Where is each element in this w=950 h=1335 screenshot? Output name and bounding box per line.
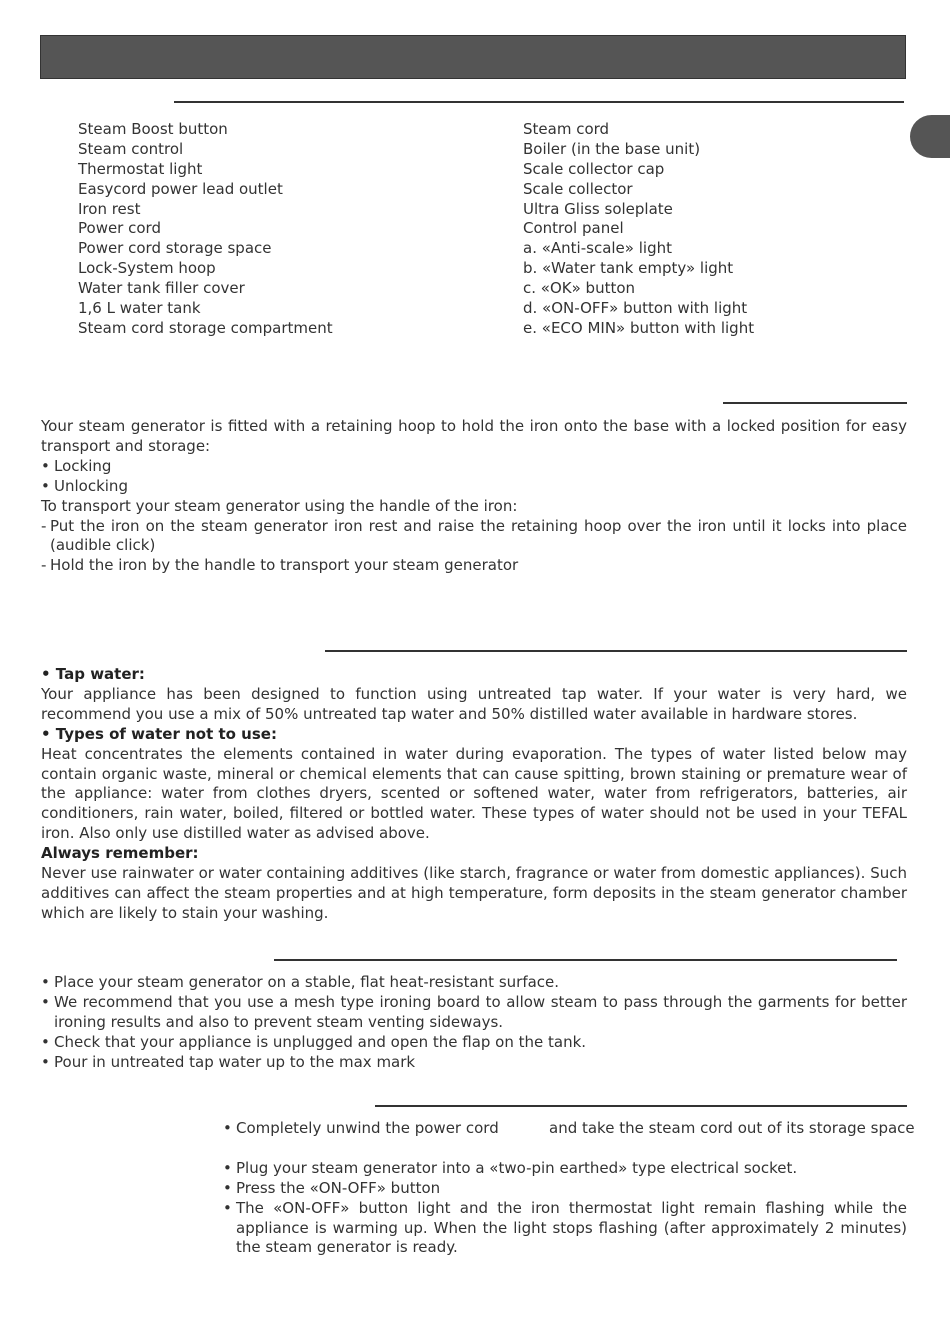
prepare-item: • Pour in untreated tap water up to the max mark	[41, 1052, 416, 1071]
lock-bullet: • Unlocking	[41, 476, 128, 495]
prepare-section	[41, 973, 907, 1073]
part-item: Ultra Gliss soleplate	[523, 199, 673, 218]
part-item: b. «Water tank empty» light	[523, 259, 734, 278]
lock-bullet: • Locking	[41, 456, 112, 475]
lock-heading-rule	[723, 402, 907, 404]
part-item: Easycord power lead outlet	[78, 179, 283, 198]
lock-intro: Your steam generator is fitted with a retaining hoop to hold the iron onto the base with a locked position for easy transport and storage:	[41, 417, 907, 455]
header-banner	[40, 35, 906, 79]
part-item: Steam cord storage compartment	[78, 318, 333, 337]
part-item: a. «Anti-scale» light	[523, 239, 672, 258]
transport-step: - Put the iron on the steam generator iron rest and raise the retaining hoop over the iron until it locks into place (audible click)	[41, 516, 907, 555]
part-item: Thermostat light	[78, 159, 203, 178]
tap-water-heading: • Tap water:	[41, 665, 145, 683]
prepare-item: • Check that your appliance is unplugged and open the flap on the tank.	[41, 1032, 587, 1051]
part-item: e. «ECO MIN» button with light	[523, 318, 755, 337]
part-item: Scale collector	[523, 179, 633, 198]
switch-on-item: • Completely unwind the power cord and take the steam cord out of its storage space	[223, 1119, 915, 1137]
parts-list-left	[78, 120, 333, 339]
part-item: Power cord storage space	[78, 239, 272, 258]
transport-intro: To transport your steam generator using the handle of the iron:	[41, 496, 518, 515]
part-item: 1,6 L water tank	[78, 299, 201, 318]
part-item: Scale collector cap	[523, 159, 665, 178]
lock-system-section	[41, 417, 907, 576]
water-not-to-use-text: Heat concentrates the elements contained in water during evaporation. The types of water listed below may contain organic waste, mineral or chemical elements that can cause spitting, brown staining or premature wear of the appliance: water from clothes dryers, scented or softened water, water from refrigerators, batteries, air conditioners, rain water, boiled, filtered or bottled water. These types of water should not be used in your TEFAL iron. Also only use distilled water as advised above.	[41, 744, 907, 843]
part-item: Power cord	[78, 219, 161, 238]
part-item: Boiler (in the base unit)	[523, 139, 701, 158]
tap-water-text: Your appliance has been designed to function using untreated tap water. If your water is very hard, we recommend you use a mix of 50% untreated tap water and 50% distilled water available in hardware stores.	[41, 684, 907, 723]
water-not-to-use-heading: • Types of water not to use:	[41, 724, 277, 743]
transport-step: - Hold the iron by the handle to transport your steam generator	[41, 556, 519, 575]
part-item: Water tank filler cover	[78, 279, 245, 298]
always-remember-heading: Always remember:	[41, 844, 199, 863]
description-heading-rule	[174, 101, 904, 103]
part-item: d. «ON-OFF» button with light	[523, 299, 748, 318]
switch-on-section	[223, 1119, 915, 1258]
part-item: c. «OK» button	[523, 279, 636, 298]
language-tab-marker	[910, 115, 950, 158]
always-remember-text: Never use rainwater or water containing additives (like starch, fragrance or water from domestic appliances). Such additives can affect the steam properties and at high temperature, form deposits in the steam generator chamber which are likely to stain your washing.	[41, 864, 907, 922]
prepare-item: • Place your steam generator on a stable, flat heat-resistant surface.	[41, 973, 560, 991]
part-item: Steam control	[78, 139, 184, 158]
switch-on-item: • Plug your steam generator into a «two-pin earthed» type electrical socket.	[223, 1158, 798, 1177]
prepare-item: • We recommend that you use a mesh type ironing board to allow steam to pass through the garments for better ironing results and also to prevent steam venting sideways.	[41, 992, 907, 1031]
water-heading-rule	[325, 650, 907, 652]
water-section	[41, 665, 907, 924]
part-item: Iron rest	[78, 199, 141, 218]
switch-on-heading-rule	[375, 1105, 907, 1107]
prepare-heading-rule	[274, 959, 897, 961]
switch-on-item: • The «ON-OFF» button light and the iron thermostat light remain flashing while the appliance is warming up. When the light stops flashing (after approximately 2 minutes) the steam generator is ready.	[223, 1198, 907, 1257]
part-item: Lock-System hoop	[78, 259, 216, 278]
switch-on-item: • Press the «ON-OFF» button	[223, 1178, 441, 1197]
part-item: Steam cord	[523, 120, 610, 138]
part-item: Control panel	[523, 219, 624, 238]
part-item: Steam Boost button	[78, 120, 228, 138]
parts-list-right	[523, 120, 754, 339]
